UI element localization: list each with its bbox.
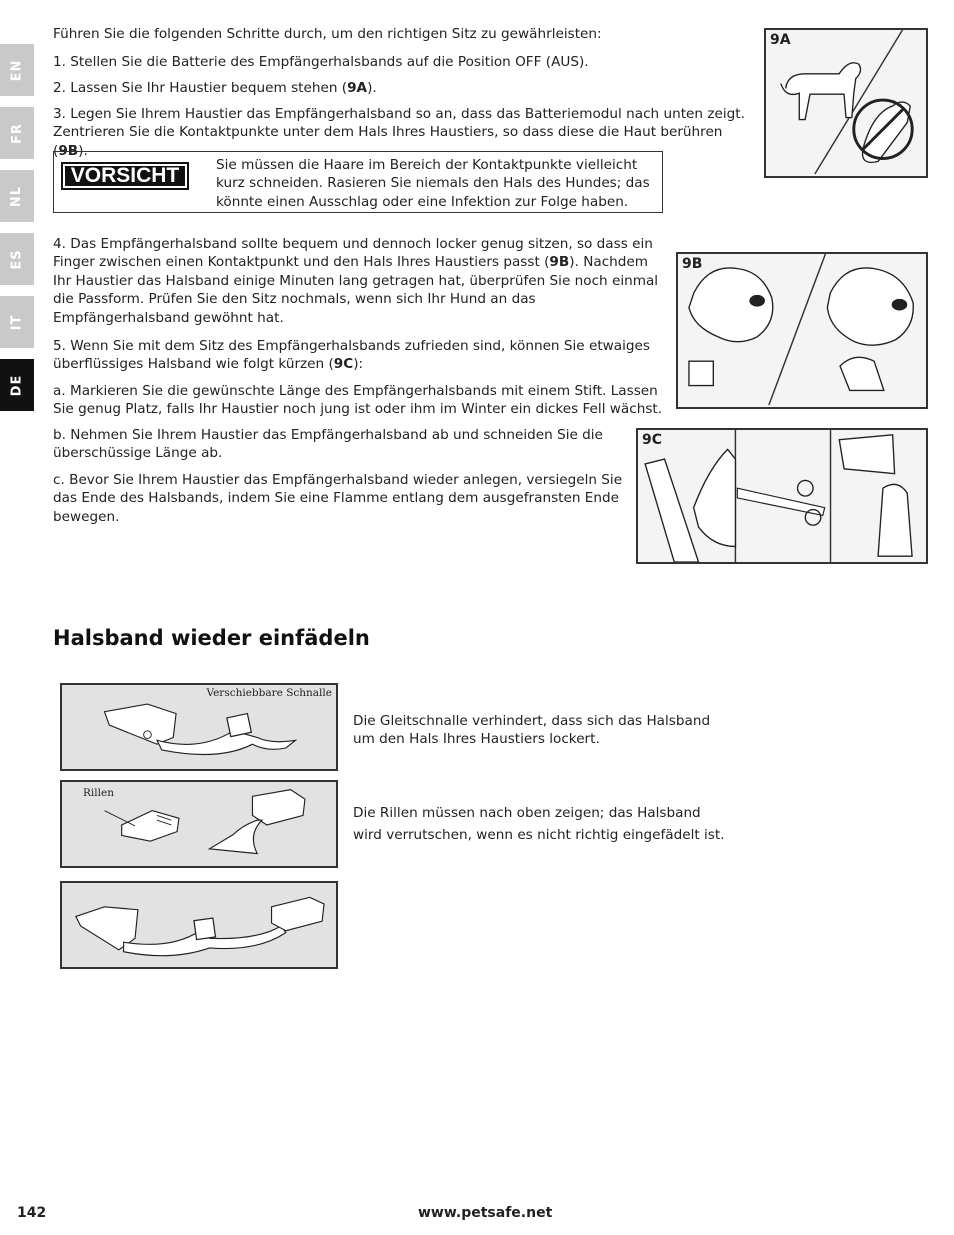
step-5-text: 5. Wenn Sie mit dem Sitz des Empfängerhalsbands zufrieden sind, können Sie etwaiges überflüssiges Halsband wie folgt kürzen ( [53,338,650,373]
step-2-text: 2. Lassen Sie Ihr Haustier bequem stehen ( [53,80,348,96]
step-a: a. Markieren Sie die gewünschte Länge des Empfängerhalsbands mit einem Stift. Lassen Sie genug Platz, falls Ihr Haustier noch jung ist oder ihm im Winter ein dickes Fell wächst. [53,383,663,418]
grooves-description: Die Rillen müssen nach oben zeigen; das Halsband wird verrutschen, wenn es nicht richtig eingefädelt ist. [353,805,725,843]
tab-en[interactable] [0,44,34,96]
tab-it-label: IT [9,314,25,330]
step-1: 1. Stellen Sie die Batterie des Empfängerhalsbands auf die Position OFF (AUS). [53,54,589,70]
step-4-ref: 9B [549,254,570,271]
threaded-collar-illustration [62,883,336,967]
tab-en-label: EN [9,59,25,81]
buckle-description: Die Gleitschnalle verhindert, dass sich das Halsband um den Hals Ihres Haustiers lockert. [353,713,711,748]
step-5-ref: 9C [333,356,354,373]
tab-de[interactable] [0,359,34,411]
tab-es-label: ES [9,248,25,270]
section-title: Halsband wieder einfädeln [53,626,370,650]
collar-fit-illustration [678,254,926,407]
caution-text: Sie müssen die Haare im Bereich der Kontaktpunkte vielleicht kurz schneiden. Rasieren Sie niemals den Hals des Hundes; das könnte einen Ausschlag oder eine Infektion zur Folge haben. [216,157,650,210]
collar-trim-illustration [638,430,926,562]
footer-url[interactable]: www.petsafe.net [418,1205,553,1221]
rethread-image-complete [60,881,338,969]
sliding-buckle-label: Verschiebbare Schnalle [206,687,332,699]
tab-nl-label: NL [9,185,25,207]
step-3-text: 3. Legen Sie Ihrem Haustier das Empfängerhalsband so an, dass das Batteriemodul nach unten zeigt. Zentrieren Sie die Kontaktpunkte unter dem Hals Ihres Haustiers, so dass diese die Haut berühren ( [53,106,745,159]
figure-9b-label: 9B [682,256,703,272]
rethread-image-grooves [60,780,338,868]
step-4-text: 4. Das Empfängerhalsband sollte bequem und dennoch locker genug sitzen, so dass ein Finger zwischen einen Kontaktpunkt und den Hals Ihres Haustiers passt ( [53,236,653,271]
step-b: b. Nehmen Sie Ihrem Haustier das Empfängerhalsband ab und schneiden Sie die überschüssige Länge ab. [53,427,603,462]
step-5 [53,337,666,374]
grooves-label: Rillen [83,787,114,799]
tab-de-label: DE [9,374,25,396]
tab-it[interactable] [0,296,34,348]
step-3-end: ). [78,142,88,159]
tab-fr[interactable] [0,107,34,159]
intro-text: Führen Sie die folgenden Schritte durch, um den richtigen Sitz zu gewährleisten: [53,26,602,42]
step-5-end: ): [353,356,364,373]
tab-es[interactable] [0,233,34,285]
step-4 [53,235,666,327]
step-2 [53,79,753,97]
figure-9a-label: 9A [770,32,791,48]
caution-box [53,151,663,213]
caution-badge: VORSICHT [61,162,189,190]
figure-9c-label: 9C [642,432,663,448]
dog-standing-illustration [766,30,926,176]
step-2-ref: 9A [347,80,368,96]
figure-9b [676,252,928,409]
step-3-ref: 9B [58,142,79,159]
figure-9c [636,428,928,564]
figure-9a [764,28,928,178]
tab-nl[interactable] [0,170,34,222]
step-2-end: ). [367,80,377,96]
step-c: c. Bevor Sie Ihrem Haustier das Empfängerhalsband wieder anlegen, versiegeln Sie das Ende des Halsbands, indem Sie eine Flamme entlang dem ausgefransten Ende bewegen. [53,472,623,525]
page-number: 142 [17,1205,47,1221]
tab-fr-label: FR [9,122,25,144]
step-4-end: ). Nachdem Ihr Haustier das Halsband einige Minuten lang getragen hat, überprüfen Sie noch einmal die Passform. Prüfen Sie den Sitz nochmals, wenn sich Ihr Hund an das Empfängerhalsband gewöhnt hat. [53,254,659,326]
rethread-image-buckle [60,683,338,771]
